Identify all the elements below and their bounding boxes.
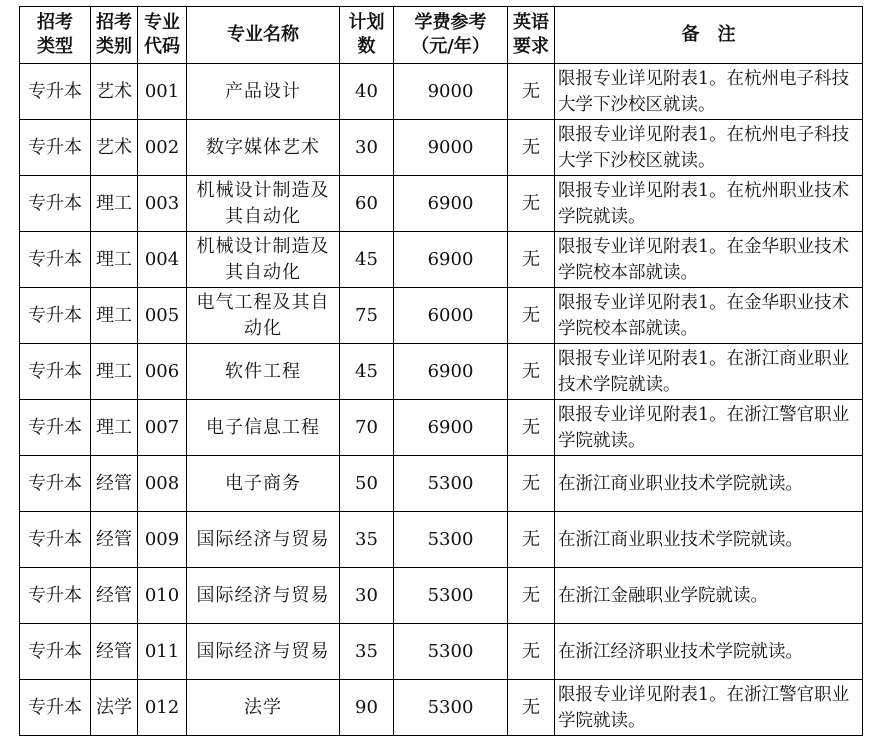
cell-plan: 35 xyxy=(340,624,394,680)
cell-fee: 5300 xyxy=(394,456,508,512)
cell-english: 无 xyxy=(508,176,555,232)
cell-code: 009 xyxy=(138,512,187,568)
cell-remark: 限报专业详见附表1。在浙江商业职业技术学院就读。 xyxy=(555,344,863,400)
table-row xyxy=(20,680,863,736)
table-row xyxy=(20,64,863,120)
cell-fee: 9000 xyxy=(394,120,508,176)
cell-fee: 6900 xyxy=(394,400,508,456)
cell-remark: 限报专业详见附表1。在杭州电子科技大学下沙校区就读。 xyxy=(555,120,863,176)
cell-plan: 50 xyxy=(340,456,394,512)
cell-code: 007 xyxy=(138,400,187,456)
cell-remark: 限报专业详见附表1。在金华职业技术学院校本部就读。 xyxy=(555,288,863,344)
cell-category: 法学 xyxy=(91,680,138,736)
cell-remark: 限报专业详见附表1。在杭州电子科技大学下沙校区就读。 xyxy=(555,64,863,120)
header-english: 英语 要求 xyxy=(508,7,555,64)
table-row xyxy=(20,232,863,288)
cell-type: 专升本 xyxy=(20,120,91,176)
cell-category: 理工 xyxy=(91,400,138,456)
cell-remark: 在浙江商业职业技术学院就读。 xyxy=(555,512,863,568)
cell-plan: 30 xyxy=(340,120,394,176)
cell-type: 专升本 xyxy=(20,568,91,624)
cell-plan: 60 xyxy=(340,176,394,232)
cell-name: 机械设计制造及其自动化 xyxy=(187,176,340,232)
header-fee: 学费参考 （元/年） xyxy=(394,7,508,64)
cell-remark: 在浙江经济职业技术学院就读。 xyxy=(555,624,863,680)
cell-remark: 限报专业详见附表1。在杭州职业技术学院就读。 xyxy=(555,176,863,232)
cell-code: 003 xyxy=(138,176,187,232)
cell-english: 无 xyxy=(508,624,555,680)
cell-category: 经管 xyxy=(91,568,138,624)
cell-fee: 5300 xyxy=(394,680,508,736)
cell-category: 经管 xyxy=(91,512,138,568)
cell-english: 无 xyxy=(508,512,555,568)
cell-fee: 9000 xyxy=(394,64,508,120)
cell-fee: 6900 xyxy=(394,344,508,400)
cell-name: 电子商务 xyxy=(187,456,340,512)
header-remark: 备 注 xyxy=(555,7,863,64)
cell-fee: 6900 xyxy=(394,176,508,232)
cell-plan: 40 xyxy=(340,64,394,120)
header-type: 招考 类型 xyxy=(20,7,91,64)
cell-fee: 6000 xyxy=(394,288,508,344)
cell-code: 001 xyxy=(138,64,187,120)
cell-name: 电子信息工程 xyxy=(187,400,340,456)
table-row xyxy=(20,400,863,456)
cell-type: 专升本 xyxy=(20,456,91,512)
cell-name: 数字媒体艺术 xyxy=(187,120,340,176)
cell-name: 电气工程及其自动化 xyxy=(187,288,340,344)
header-code: 专业 代码 xyxy=(138,7,187,64)
cell-remark: 限报专业详见附表1。在浙江警官职业学院就读。 xyxy=(555,400,863,456)
table-header-row xyxy=(20,7,863,64)
cell-code: 010 xyxy=(138,568,187,624)
cell-category: 理工 xyxy=(91,288,138,344)
table-row xyxy=(20,512,863,568)
cell-category: 艺术 xyxy=(91,120,138,176)
cell-name: 软件工程 xyxy=(187,344,340,400)
cell-english: 无 xyxy=(508,456,555,512)
cell-type: 专升本 xyxy=(20,624,91,680)
cell-english: 无 xyxy=(508,288,555,344)
cell-type: 专升本 xyxy=(20,64,91,120)
cell-plan: 45 xyxy=(340,232,394,288)
cell-fee: 5300 xyxy=(394,568,508,624)
cell-category: 经管 xyxy=(91,624,138,680)
cell-english: 无 xyxy=(508,64,555,120)
cell-category: 理工 xyxy=(91,344,138,400)
header-plan: 计划 数 xyxy=(340,7,394,64)
cell-plan: 30 xyxy=(340,568,394,624)
cell-code: 005 xyxy=(138,288,187,344)
table-row xyxy=(20,456,863,512)
cell-english: 无 xyxy=(508,232,555,288)
cell-english: 无 xyxy=(508,120,555,176)
cell-name: 国际经济与贸易 xyxy=(187,568,340,624)
cell-code: 004 xyxy=(138,232,187,288)
cell-code: 002 xyxy=(138,120,187,176)
cell-remark: 在浙江商业职业技术学院就读。 xyxy=(555,456,863,512)
enrollment-plan-table xyxy=(19,6,863,736)
cell-category: 艺术 xyxy=(91,64,138,120)
table-row xyxy=(20,344,863,400)
cell-plan: 70 xyxy=(340,400,394,456)
cell-name: 国际经济与贸易 xyxy=(187,624,340,680)
cell-plan: 35 xyxy=(340,512,394,568)
cell-name: 国际经济与贸易 xyxy=(187,512,340,568)
cell-type: 专升本 xyxy=(20,512,91,568)
cell-english: 无 xyxy=(508,680,555,736)
header-name: 专业名称 xyxy=(187,7,340,64)
cell-remark: 限报专业详见附表1。在浙江警官职业学院就读。 xyxy=(555,680,863,736)
cell-type: 专升本 xyxy=(20,400,91,456)
table-row xyxy=(20,288,863,344)
cell-remark: 限报专业详见附表1。在金华职业技术学院校本部就读。 xyxy=(555,232,863,288)
cell-plan: 90 xyxy=(340,680,394,736)
cell-code: 012 xyxy=(138,680,187,736)
header-category: 招考 类别 xyxy=(91,7,138,64)
cell-fee: 5300 xyxy=(394,512,508,568)
cell-plan: 75 xyxy=(340,288,394,344)
cell-type: 专升本 xyxy=(20,176,91,232)
cell-fee: 5300 xyxy=(394,624,508,680)
cell-category: 理工 xyxy=(91,232,138,288)
cell-name: 产品设计 xyxy=(187,64,340,120)
cell-english: 无 xyxy=(508,568,555,624)
table-row xyxy=(20,624,863,680)
cell-fee: 6900 xyxy=(394,232,508,288)
cell-name: 机械设计制造及其自动化 xyxy=(187,232,340,288)
cell-plan: 45 xyxy=(340,344,394,400)
cell-type: 专升本 xyxy=(20,288,91,344)
table-row xyxy=(20,120,863,176)
cell-code: 011 xyxy=(138,624,187,680)
cell-category: 理工 xyxy=(91,176,138,232)
cell-type: 专升本 xyxy=(20,344,91,400)
cell-code: 008 xyxy=(138,456,187,512)
cell-category: 经管 xyxy=(91,456,138,512)
cell-type: 专升本 xyxy=(20,232,91,288)
table-body xyxy=(20,64,863,736)
cell-english: 无 xyxy=(508,344,555,400)
cell-name: 法学 xyxy=(187,680,340,736)
cell-code: 006 xyxy=(138,344,187,400)
cell-type: 专升本 xyxy=(20,680,91,736)
cell-remark: 在浙江金融职业学院就读。 xyxy=(555,568,863,624)
table-row xyxy=(20,176,863,232)
table-row xyxy=(20,568,863,624)
cell-english: 无 xyxy=(508,400,555,456)
